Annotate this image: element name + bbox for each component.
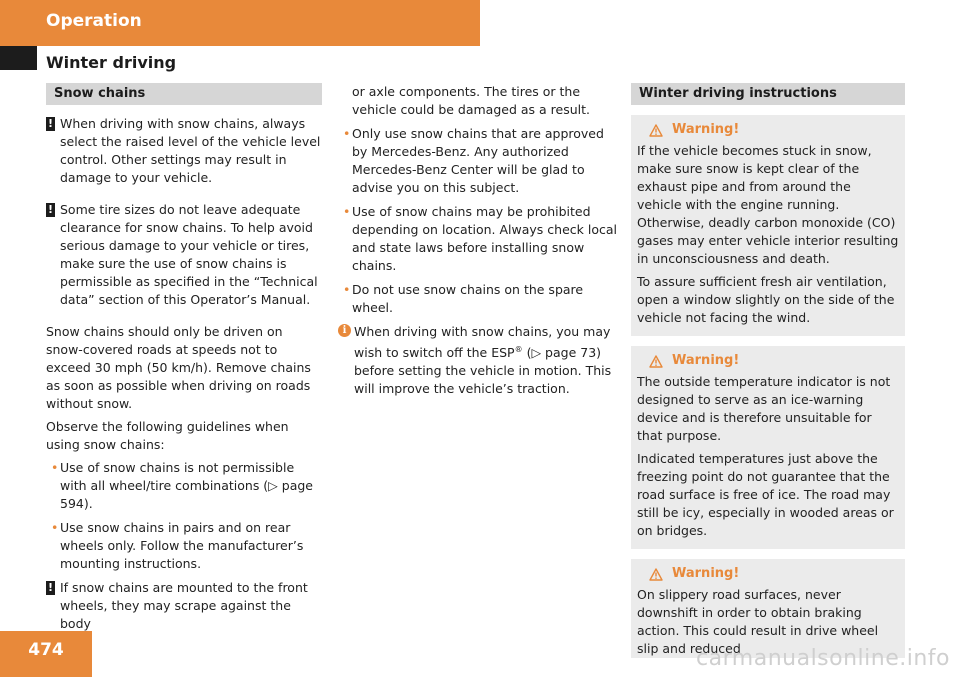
caution-icon: !	[47, 581, 54, 594]
caution-icon: !	[47, 117, 54, 130]
column-middle	[338, 83, 618, 398]
speed-limit-paragraph: Snow chains should only be driven on snow-covered roads at speeds not to exceed 30 mph (50 km/h). Remove chains as soon as possible when driving on roads without snow.	[46, 324, 311, 411]
list-item: • Use snow chains in pairs and on rear wheels only. Follow the manufacturer’s mounting instructions.	[60, 519, 322, 573]
list-item: • Use of snow chains is not permissible with all wheel/tire combinations (▷ page 594).	[60, 459, 322, 513]
warning-box	[631, 346, 905, 549]
list-item: • Use of snow chains may be prohibited depending on location. Always check local and state laws before installing snow chains.	[352, 203, 618, 275]
caution-note-continued: or axle components. The tires or the vehicle could be damaged as a result.	[352, 84, 590, 117]
subsection-tab-marker	[0, 46, 37, 70]
warning-title: Warning!	[637, 121, 899, 139]
warning-box	[631, 115, 905, 336]
info-note	[338, 323, 618, 398]
warning-text: On slippery road surfaces, never downshift in order to obtain braking action. This could result in drive wheel slip and reduced	[637, 587, 879, 656]
page-number: 474	[28, 640, 64, 660]
guidelines-intro: Observe the following guidelines when using snow chains:	[46, 419, 289, 452]
section-title: Operation	[46, 11, 142, 31]
caution-note	[46, 115, 322, 187]
column-left	[46, 83, 322, 647]
column-right	[631, 83, 905, 663]
caution-note	[46, 201, 322, 309]
snow-chains-heading: Snow chains	[46, 83, 322, 105]
info-note-text: When driving with snow chains, you may wish to switch off the ESP® (▷ page 73) before setting the vehicle in motion. This will improve the vehicle’s traction.	[354, 324, 612, 397]
warning-text: If the vehicle becomes stuck in snow, make sure snow is kept clear of the exhaust pipe and from around the vehicle with the engine running. Otherwise, deadly carbon monoxide (CO) gases may enter vehicle interior resulting in unconsciousness and death.	[637, 143, 899, 266]
list-item: • Do not use snow chains on the spare wheel.	[352, 281, 618, 317]
warning-text: The outside temperature indicator is not designed to serve as an ice-warning device and is therefore unsuitable for that purpose.	[637, 374, 891, 443]
watermark: carmanualsonline.info	[696, 646, 950, 671]
warning-triangle-icon	[649, 355, 663, 368]
warning-title: Warning!	[637, 565, 899, 583]
list-item: • Only use snow chains that are approved by Mercedes-Benz. Any authorized Mercedes-Benz Center will be glad to advise you on this subject.	[352, 125, 618, 197]
warning-text: Indicated temperatures just above the freezing point do not guarantee that the road surface is free of ice. The road may still be icy, especially in wooded areas or on bridges.	[637, 451, 894, 538]
guidelines-list-continued	[338, 125, 618, 317]
warning-triangle-icon	[649, 568, 663, 581]
winter-instructions-heading: Winter driving instructions	[631, 83, 905, 105]
caution-icon: !	[47, 203, 54, 216]
info-icon: i	[338, 324, 351, 337]
warning-triangle-icon	[649, 124, 663, 137]
subsection-title: Winter driving	[46, 53, 177, 72]
caution-note-text: If snow chains are mounted to the front wheels, they may scrape against the body	[60, 580, 308, 631]
caution-note-text: When driving with snow chains, always select the raised level of the vehicle level control. Other settings may result in damage to your vehicle.	[60, 116, 321, 185]
warning-title: Warning!	[637, 352, 899, 370]
guidelines-list	[46, 459, 322, 573]
caution-note	[46, 579, 322, 633]
caution-note-text: Some tire sizes do not leave adequate clearance for snow chains. To help avoid serious damage to your vehicle or tires, make sure the use of snow chains is permissible as specified in the “Technical data” section of this Operator’s Manual.	[60, 202, 318, 307]
warning-box	[631, 559, 905, 658]
warning-text: To assure sufficient fresh air ventilation, open a window slightly on the side of the vehicle not facing the wind.	[637, 274, 895, 325]
